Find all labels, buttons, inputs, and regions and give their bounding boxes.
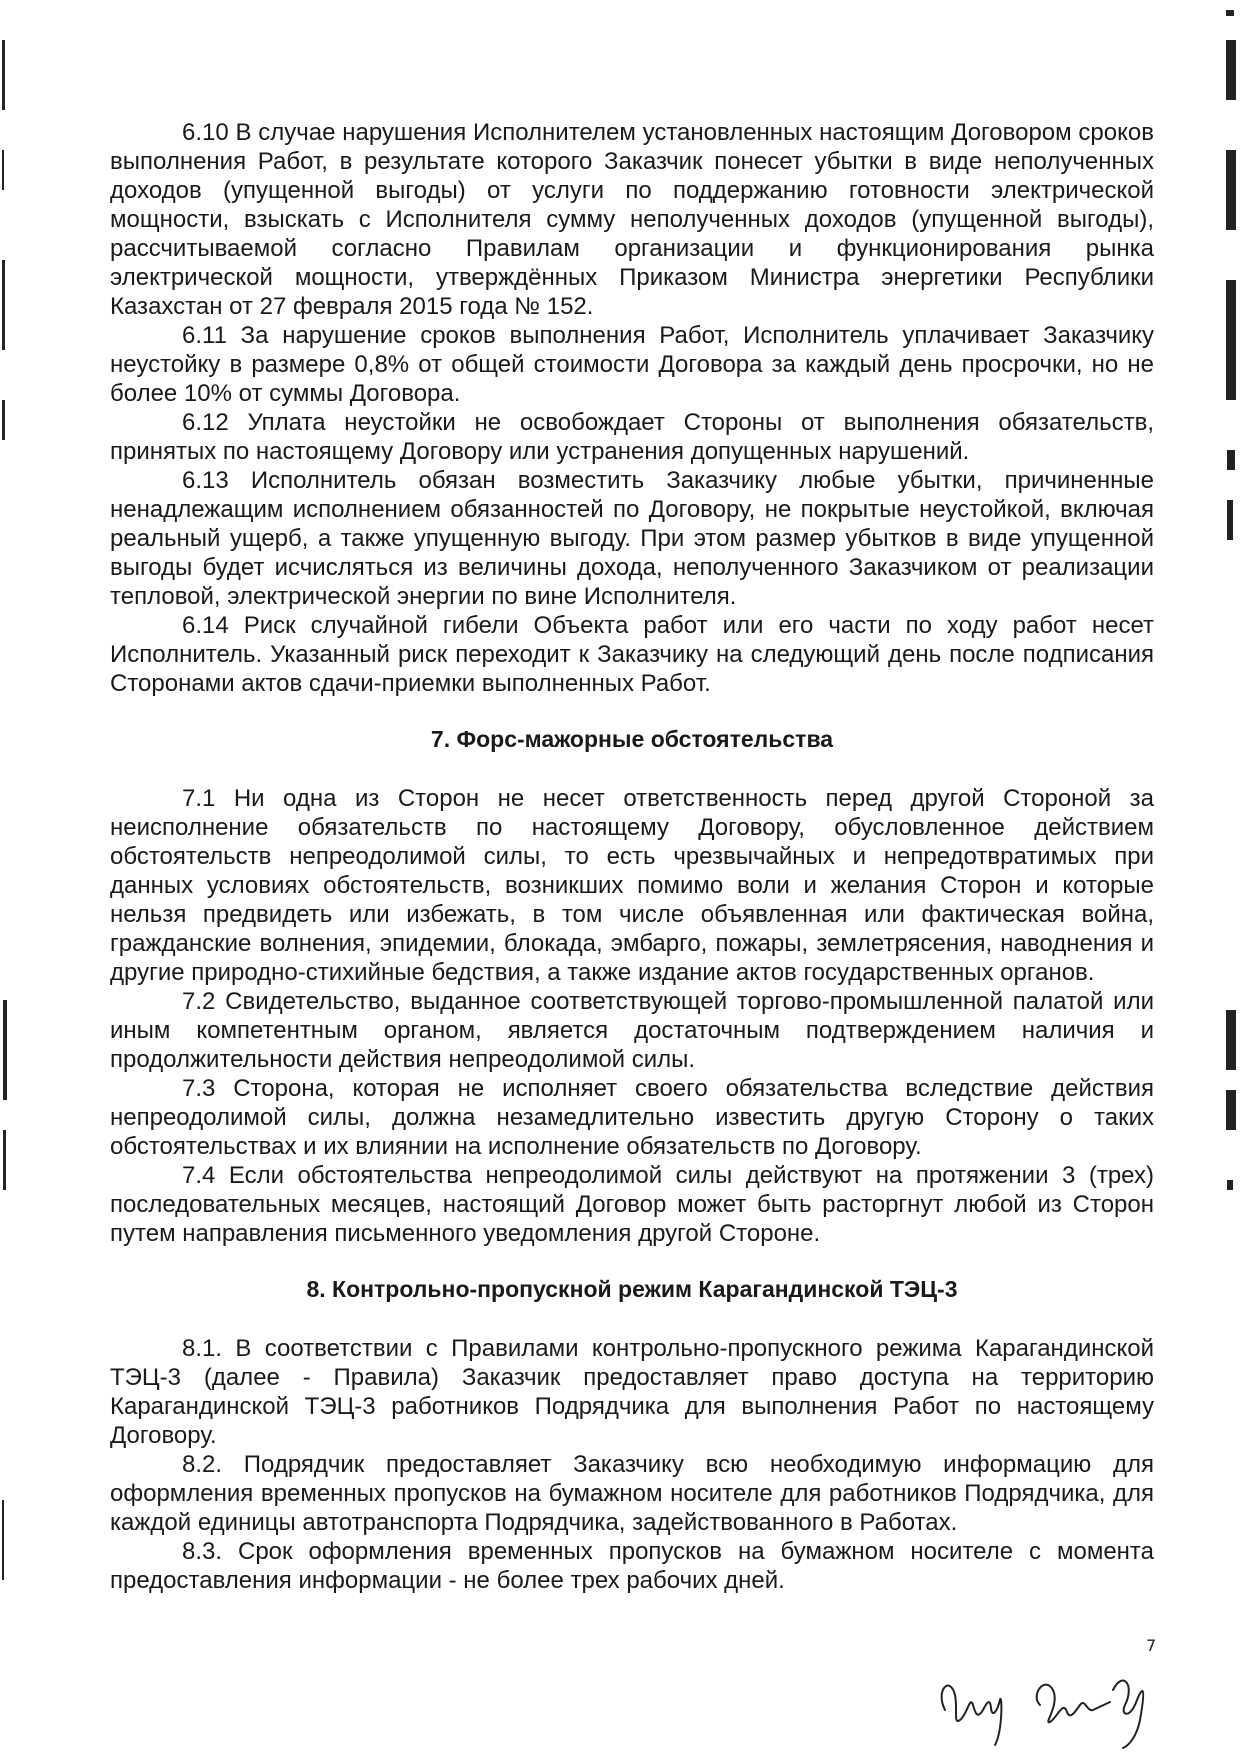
- clause-8-1: 8.1. В соответствии с Правилами контрольно-пропускного режима Карагандинской ТЭЦ-3 (далее - Правила) Заказчик предоставляет право доступа на территорию Карагандинской ТЭЦ-3 работников Подрядчика для выполнения Работ по настоящему Договору.: [110, 1335, 1154, 1449]
- signature-1: [942, 1686, 1002, 1745]
- signatures: [925, 1650, 1175, 1750]
- document-page: [110, 118, 1154, 1595]
- scan-edge-right: [1220, 0, 1240, 1754]
- section-6-paragraphs: [110, 118, 1154, 698]
- section-8-heading: 8. Контрольно-пропускной режим Карагандинской ТЭЦ-3: [306, 1276, 958, 1302]
- clause-6-10: 6.10 В случае нарушения Исполнителем установленных настоящим Договором сроков выполнения Работ, в результате которого Заказчик понесет убытки в виде неполученных доходов (упущенной выгоды) от услуги по поддержанию готовности электрической мощности, взыскать с Исполнителя сумму неполученных доходов (упущенной выгоды), рассчитываемой согласно Правилам организации и функционирования рынка электрической мощности, утверждённых Приказом Министра энергетики Республики Казахстан от 27 февраля 2015 года № 152.: [110, 119, 1154, 320]
- clause-7-2: 7.2 Свидетельство, выданное соответствующей торгово-промышленной палатой или иным компетентным органом, является достаточным подтверждением наличия и продолжительности действия непреодолимой силы.: [110, 988, 1154, 1073]
- clause-6-13: 6.13 Исполнитель обязан возместить Заказчику любые убытки, причиненные ненадлежащим исполнением обязанностей по Договору, не покрытые неустойкой, включая реальный ущерб, а также упущенную выгоду. При этом размер убытков в виде упущенной выгоды будет исчисляться из величины дохода, неполученного Заказчиком от реализации тепловой, электрической энергии по вине Исполнителя.: [110, 467, 1154, 610]
- clause-7-1: 7.1 Ни одна из Сторон не несет ответственность перед другой Стороной за неисполнение обязательств по настоящему Договору, обусловленное действием обстоятельств непреодолимой силы, то есть чрезвычайных и непредотвратимых при данных условиях обстоятельств, возникших помимо воли и желания Сторон и которые нельзя предвидеть или избежать, в том числе объявленная или фактическая война, гражданские волнения, эпидемии, блокада, эмбарго, пожары, землетрясения, наводнения и другие природно-стихийные бедствия, а также издание актов государственных органов.: [110, 785, 1154, 986]
- page-number: 7: [1146, 1636, 1157, 1655]
- section-7-paragraphs: [110, 784, 1154, 1248]
- signature-2: [1037, 1681, 1144, 1748]
- section-7-heading: 7. Форс-мажорные обстоятельства: [430, 726, 834, 752]
- clause-7-4: 7.4 Если обстоятельства непреодолимой силы действуют на протяжении 3 (трех) последовательных месяцев, настоящий Договор может быть расторгнут любой из Сторон путем направления письменного уведомления другой Стороне.: [110, 1162, 1154, 1247]
- clause-8-2: 8.2. Подрядчик предоставляет Заказчику всю необходимую информацию для оформления временных пропусков на бумажном носителе для работников Подрядчика, для каждой единицы автотранспорта Подрядчика, задействованного в Работах.: [110, 1451, 1154, 1536]
- scan-edge-left: [0, 0, 10, 1754]
- clause-6-14: 6.14 Риск случайной гибели Объекта работ или его части по ходу работ несет Исполнитель. Указанный риск переходит к Заказчику на следующий день после подписания Сторонами актов сдачи-приемки выполненных Работ.: [110, 612, 1154, 697]
- clause-6-12: 6.12 Уплата неустойки не освобождает Стороны от выполнения обязательств, принятых по настоящему Договору или устранения допущенных нарушений.: [110, 409, 1154, 465]
- clause-8-3: 8.3. Срок оформления временных пропусков на бумажном носителе с момента предоставления информации - не более трех рабочих дней.: [110, 1538, 1154, 1594]
- clause-7-3: 7.3 Сторона, которая не исполняет своего обязательства вследствие действия непреодолимой силы, должна незамедлительно известить другую Сторону о таких обстоятельствах и их влиянии на исполнение обязательств по Договору.: [110, 1075, 1154, 1160]
- clause-6-11: 6.11 За нарушение сроков выполнения Работ, Исполнитель уплачивает Заказчику неустойку в размере 0,8% от общей стоимости Договора за каждый день просрочки, но не более 10% от суммы Договора.: [110, 322, 1154, 407]
- section-8-paragraphs: [110, 1334, 1154, 1595]
